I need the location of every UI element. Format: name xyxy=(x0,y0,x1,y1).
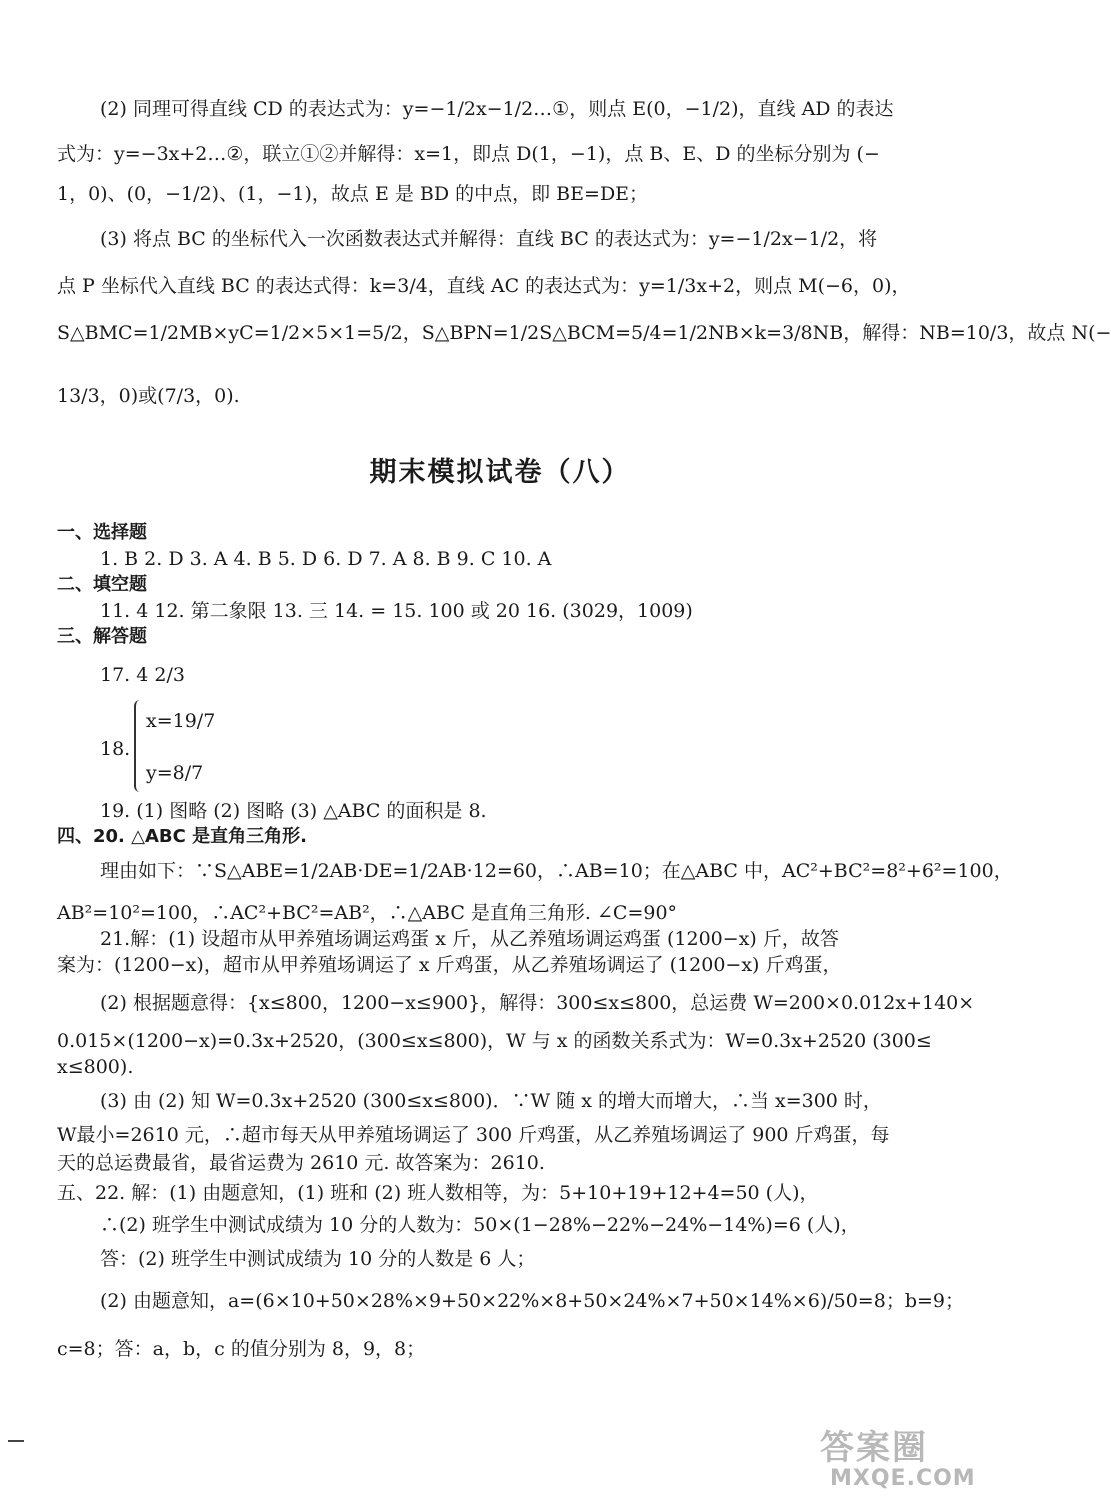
q18-x: x=19/7 xyxy=(146,710,216,732)
text-line: x≤800). xyxy=(57,1056,134,1078)
text-line: 案为：(1200−x)，超市从甲养殖场调运了 x 斤鸡蛋，从乙养殖场调运了 (1200−x) 斤鸡蛋， xyxy=(57,954,842,976)
section-heading: 一、选择题 xyxy=(57,522,147,543)
text-line: (3) 将点 BC 的坐标代入一次函数表达式并解得：直线 BC 的表达式为：y=−1/2x−1/2，将 xyxy=(100,228,878,250)
q18-y: y=8/7 xyxy=(146,762,204,784)
answer-line: 11. 4 12. 第二象限 13. 三 14. = 15. 100 或 20 16. (3029，1009) xyxy=(100,600,693,622)
text-line: c=8；答：a，b，c 的值分别为 8，9，8； xyxy=(57,1338,426,1360)
text-line: S△BMC=1/2MB×yC=1/2×5×1=5/2，S△BPN=1/2S△BCM=5/4=1/2NB×k=3/8NB，解得：NB=10/3，故点 N(− xyxy=(57,322,1111,344)
text-line: 点 P 坐标代入直线 BC 的表达式得：k=3/4，直线 AC 的表达式为：y=1/3x+2，则点 M(−6，0)， xyxy=(57,275,911,297)
text-line: 天的总运费最省，最省运费为 2610 元. 故答案为：2610. xyxy=(57,1152,545,1174)
watermark-text: 答案圈 xyxy=(820,1428,928,1468)
text-line: (2) 由题意知，a=(6×10+50×28%×9+50×22%×8+50×24%×7+50×14%×6)/50=8；b=9； xyxy=(100,1290,964,1312)
q19-answer: 19. (1) 图略 (2) 图略 (3) △ABC 的面积是 8. xyxy=(100,800,487,822)
q17-answer: 17. 4 2/3 xyxy=(100,664,185,686)
text-line: ∴(2) 班学生中测试成绩为 10 分的人数为：50×(1−28%−22%−24%−14%)=6 (人)， xyxy=(100,1214,860,1236)
text-line: 13/3，0)或(7/3，0). xyxy=(57,385,240,407)
text-line: (3) 由 (2) 知 W=0.3x+2520 (300≤x≤800)．∵W 随 x 的增大而增大，∴当 x=300 时， xyxy=(100,1090,882,1112)
text-line: 21.解：(1) 设超市从甲养殖场调运鸡蛋 x 斤，从乙养殖场调运鸡蛋 (1200−x) 斤，故答 xyxy=(100,928,839,950)
text-line: W最小=2610 元，∴超市每天从甲养殖场调运了 300 斤鸡蛋，从乙养殖场调运了 900 斤鸡蛋，每 xyxy=(57,1124,890,1146)
section-heading: 四、20. △ABC 是直角三角形. xyxy=(57,826,307,847)
page-title: 期末模拟试卷（八） xyxy=(369,457,631,488)
text-line: 0.015×(1200−x)=0.3x+2520，(300≤x≤800)，W 与 x 的函数关系式为：W=0.3x+2520 (300≤ xyxy=(57,1030,932,1052)
text-line: 式为：y=−3x+2…②，联立①②并解得：x=1，即点 D(1，−1)，点 B、E、D 的坐标分别为 (− xyxy=(57,143,880,165)
section-heading: 二、填空题 xyxy=(57,574,147,595)
watermark-url: MXQE.COM xyxy=(830,1466,976,1491)
text-line: 答：(2) 班学生中测试成绩为 10 分的人数是 6 人； xyxy=(100,1248,536,1270)
text-line: AB²=10²=100，∴AC²+BC²=AB²，∴△ABC 是直角三角形. ∠C=90° xyxy=(57,902,678,924)
watermark-logo xyxy=(820,1420,990,1500)
section-heading: 三、解答题 xyxy=(57,626,147,647)
text-line: 1，0)、(0，−1/2)、(1，−1)，故点 E 是 BD 的中点，即 BE=DE； xyxy=(57,183,649,205)
text-line: (2) 根据题意得：{x≤800，1200−x≤900}，解得：300≤x≤800，总运费 W=200×0.012x+140× xyxy=(100,992,975,1014)
section-heading: 五、22. 解：(1) 由题意知，(1) 班和 (2) 班人数相等，为：5+10+19+12+4=50 (人)， xyxy=(57,1182,819,1204)
q18-label: 18. xyxy=(100,738,131,760)
brace-icon xyxy=(134,700,144,792)
text-line: (2) 同理可得直线 CD 的表达式为：y=−1/2x−1/2…①，则点 E(0，−1/2)，直线 AD 的表达 xyxy=(100,98,894,120)
text-line: 理由如下：∵S△ABE=1/2AB·DE=1/2AB·12=60，∴AB=10；在△ABC 中，AC²+BC²=8²+6²=100， xyxy=(100,860,1013,882)
margin-dash xyxy=(8,1440,24,1442)
answer-line: 1. B 2. D 3. A 4. B 5. D 6. D 7. A 8. B 9. C 10. A xyxy=(100,548,552,570)
